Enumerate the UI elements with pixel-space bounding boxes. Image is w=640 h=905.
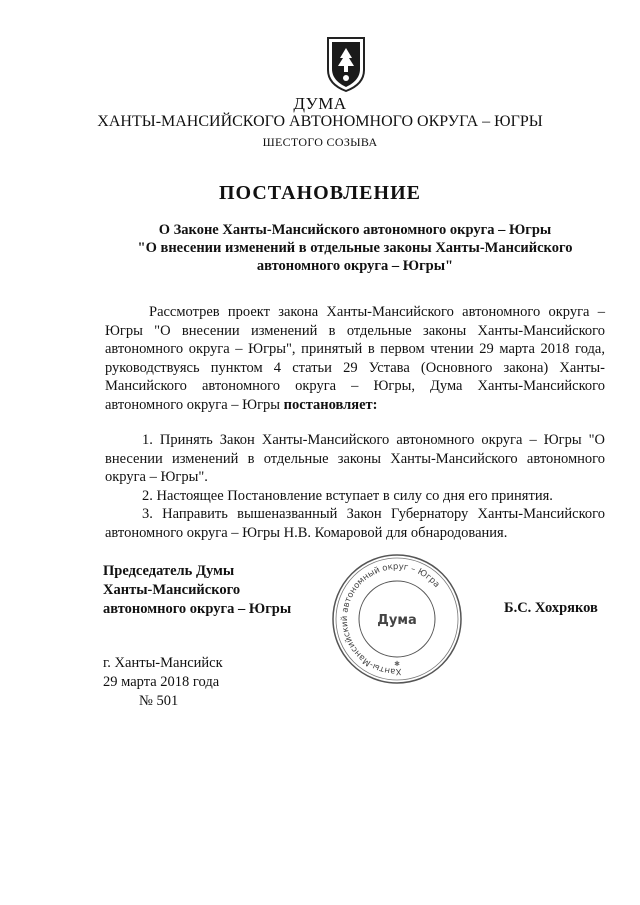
- decision-word: постановляет:: [283, 396, 378, 413]
- subject-line: "О внесении изменений в отдельные законы Ханты-Мансийского: [137, 240, 573, 256]
- signatory-name: Б.С. Хохряков: [504, 600, 598, 616]
- stamp-star-icon: ✱: [394, 660, 400, 668]
- region-name: ХАНТЫ-МАНСИЙСКОГО АВТОНОМНОГО ОКРУГА – ЮГРЫ: [97, 113, 543, 130]
- subject-line: О Законе Ханты-Мансийского автономного округа – Югры: [158, 222, 552, 238]
- signatory-title-line: автономного округа – Югры: [103, 601, 292, 617]
- document-footer: [103, 654, 223, 711]
- resolution-items: [105, 431, 605, 542]
- signatory-title: [103, 562, 291, 619]
- resolution-item: 3. Направить вышеназванный Закон Губернатору Ханты-Мансийского автономного округа – Югры Н.В. Комаровой для обнародования.: [105, 506, 605, 541]
- document-subject: [100, 221, 610, 275]
- official-stamp: [330, 552, 464, 686]
- resolution-item: 1. Принять Закон Ханты-Мансийского автономного округа – Югры "О внесении изменений в отдельные законы Ханты-Мансийского автономного округа – Югры".: [105, 432, 605, 485]
- organization-name: ДУМА: [293, 94, 347, 113]
- document-number: № 501: [139, 693, 179, 709]
- preamble-text: Рассмотрев проект закона Ханты-Мансийского автономного округа – Югры "О внесении изменений в отдельные законы Ханты-Мансийского автономного округа – Югры", принятый в первом чтении 29 марта 2018 года, руководствуясь пунктом 4 статьи 29 Устава (Основного закона) Ханты-Мансийского автономного округа – Югры, Дума Ханты-Мансийского автономного округа – Югры: [105, 304, 605, 413]
- subject-line: автономного округа – Югры": [256, 258, 454, 274]
- stamp-center-text: Дума: [377, 613, 417, 628]
- place-of-signing: г. Ханты-Мансийск: [103, 655, 223, 671]
- stamp-ring-text: Ханты-Мансийский автономный округ – Югра: [339, 561, 442, 677]
- resolution-item: 2. Настоящее Постановление вступает в силу со дня его принятия.: [142, 487, 553, 504]
- coat-of-arms-emblem: [326, 36, 366, 92]
- signatory-title-line: Председатель Думы: [103, 563, 235, 579]
- document-type: ПОСТАНОВЛЕНИЕ: [219, 182, 421, 204]
- convocation: ШЕСТОГО СОЗЫВА: [262, 135, 378, 149]
- document-date: 29 марта 2018 года: [103, 674, 220, 690]
- signatory-title-line: Ханты-Мансийского: [103, 582, 241, 598]
- preamble-paragraph: [105, 303, 605, 414]
